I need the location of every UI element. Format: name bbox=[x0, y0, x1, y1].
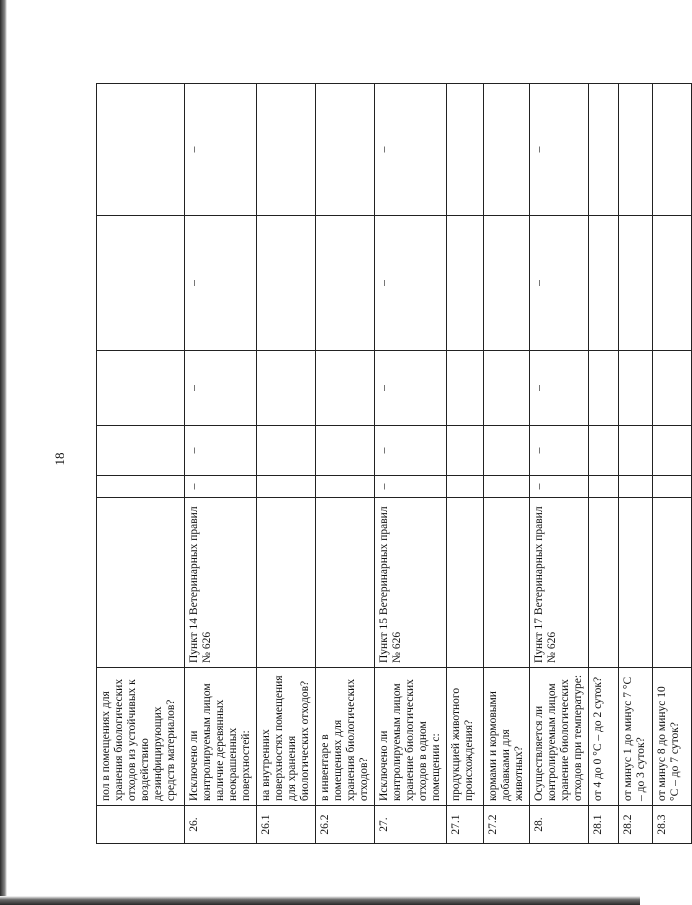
legal-basis bbox=[447, 498, 484, 668]
dash-mark: – bbox=[533, 280, 545, 286]
not-applicable-cell bbox=[619, 351, 653, 426]
answer-yes-cell bbox=[484, 476, 530, 498]
dash-mark: – bbox=[533, 447, 545, 454]
legal-basis bbox=[316, 498, 375, 668]
dash-mark: – bbox=[378, 280, 390, 286]
question-text: от 4 до 0 °С – до 2 суток? bbox=[589, 668, 619, 806]
dash-mark: – bbox=[378, 146, 390, 153]
answer-yes-cell bbox=[316, 476, 375, 498]
dash-mark: – bbox=[188, 483, 200, 490]
legal-basis bbox=[653, 498, 692, 668]
not-applicable-cell bbox=[530, 351, 589, 426]
comment-cell bbox=[653, 216, 692, 351]
comment-cell bbox=[257, 216, 316, 351]
question-text: в инвентаре в помещениях для хранения биологических отходов? bbox=[316, 668, 375, 806]
dash-mark: – bbox=[188, 280, 200, 286]
legal-basis bbox=[97, 498, 185, 668]
not-applicable-cell bbox=[257, 351, 316, 426]
item-number: 28.1 bbox=[589, 806, 619, 844]
comment-cell bbox=[316, 216, 375, 351]
legal-basis: Пункт 15 Ветеринарных правил № 626 bbox=[375, 498, 447, 668]
answer-yes-cell bbox=[185, 476, 257, 498]
note-cell bbox=[530, 84, 589, 216]
item-number: 28.3 bbox=[653, 806, 692, 844]
question-text: пол в помещениях для хранения биологических отходов из устойчивых к воздействию дезинфицирующих средств материалов? bbox=[97, 668, 185, 806]
answer-yes-cell bbox=[619, 476, 653, 498]
comment-cell bbox=[619, 216, 653, 351]
note-cell bbox=[97, 84, 185, 216]
question-text: Исключено ли контролируемым лицом наличие деревянных неокрашенных поверхностей: bbox=[185, 668, 257, 806]
note-cell bbox=[316, 84, 375, 216]
table-row bbox=[97, 84, 185, 844]
answer-no-cell bbox=[316, 426, 375, 476]
question-text: на внутренних поверхностях помещения для хранения биологических отходов? bbox=[257, 668, 316, 806]
not-applicable-cell bbox=[375, 351, 447, 426]
question-text: Осуществляется ли контролируемым лицом хранение биологических отходов при температуре: bbox=[530, 668, 589, 806]
answer-yes-cell bbox=[653, 476, 692, 498]
answer-yes-cell bbox=[257, 476, 316, 498]
answer-no-cell bbox=[619, 426, 653, 476]
legal-basis bbox=[589, 498, 619, 668]
dash-mark: – bbox=[188, 447, 200, 454]
comment-cell bbox=[375, 216, 447, 351]
answer-no-cell bbox=[530, 426, 589, 476]
dash-mark: – bbox=[533, 385, 545, 391]
note-cell bbox=[375, 84, 447, 216]
table-row bbox=[653, 84, 692, 844]
dash-mark: – bbox=[188, 385, 200, 391]
not-applicable-cell bbox=[185, 351, 257, 426]
answer-no-cell bbox=[484, 426, 530, 476]
legal-basis bbox=[257, 498, 316, 668]
scan-left-edge bbox=[0, 0, 7, 905]
item-number: 27.1 bbox=[447, 806, 484, 844]
table-row bbox=[619, 84, 653, 844]
answer-no-cell bbox=[589, 426, 619, 476]
not-applicable-cell bbox=[484, 351, 530, 426]
item-number: 28. bbox=[530, 806, 589, 844]
question-text: от минус 8 до минус 10 °С – до 7 суток? bbox=[653, 668, 692, 806]
note-cell bbox=[185, 84, 257, 216]
item-number: 26. bbox=[185, 806, 257, 844]
checklist-table bbox=[96, 83, 692, 844]
answer-no-cell bbox=[653, 426, 692, 476]
legal-basis bbox=[484, 498, 530, 668]
not-applicable-cell bbox=[589, 351, 619, 426]
comment-cell bbox=[530, 216, 589, 351]
not-applicable-cell bbox=[97, 351, 185, 426]
legal-basis: Пункт 17 Ветеринарных правил № 626 bbox=[530, 498, 589, 668]
table-row bbox=[589, 84, 619, 844]
note-cell bbox=[589, 84, 619, 216]
question-text: Исключено ли контролируемым лицом хранение биологических отходов в одном помещении с: bbox=[375, 668, 447, 806]
dash-mark: – bbox=[188, 146, 200, 153]
legal-basis: Пункт 14 Ветеринарных правил № 626 bbox=[185, 498, 257, 668]
comment-cell bbox=[447, 216, 484, 351]
table-row bbox=[185, 84, 257, 844]
question-text: продукцией животного происхождения? bbox=[447, 668, 484, 806]
question-text: кормами и кормовыми добавками для животных? bbox=[484, 668, 530, 806]
dash-mark: – bbox=[378, 447, 390, 454]
comment-cell bbox=[589, 216, 619, 351]
checklist-table-body bbox=[97, 84, 692, 844]
item-number: 27. bbox=[375, 806, 447, 844]
table-row bbox=[316, 84, 375, 844]
dash-mark: – bbox=[533, 483, 545, 490]
note-cell bbox=[447, 84, 484, 216]
note-cell bbox=[484, 84, 530, 216]
answer-no-cell bbox=[257, 426, 316, 476]
table-row bbox=[530, 84, 589, 844]
answer-yes-cell bbox=[97, 476, 185, 498]
table-row bbox=[484, 84, 530, 844]
item-number: 27.2 bbox=[484, 806, 530, 844]
checklist-table-container bbox=[96, 84, 681, 844]
answer-yes-cell bbox=[447, 476, 484, 498]
dash-mark: – bbox=[533, 146, 545, 153]
comment-cell bbox=[484, 216, 530, 351]
item-number: 28.2 bbox=[619, 806, 653, 844]
comment-cell bbox=[97, 216, 185, 351]
answer-no-cell bbox=[185, 426, 257, 476]
not-applicable-cell bbox=[653, 351, 692, 426]
note-cell bbox=[653, 84, 692, 216]
legal-basis bbox=[619, 498, 653, 668]
not-applicable-cell bbox=[316, 351, 375, 426]
note-cell bbox=[257, 84, 316, 216]
answer-no-cell bbox=[375, 426, 447, 476]
table-row bbox=[375, 84, 447, 844]
dash-mark: – bbox=[378, 385, 390, 391]
scan-bottom-edge bbox=[0, 896, 640, 905]
dash-mark: – bbox=[378, 483, 390, 490]
page-number: 18 bbox=[52, 452, 67, 466]
item-number bbox=[97, 806, 185, 844]
comment-cell bbox=[185, 216, 257, 351]
table-row bbox=[447, 84, 484, 844]
answer-yes-cell bbox=[530, 476, 589, 498]
item-number: 26.1 bbox=[257, 806, 316, 844]
answer-no-cell bbox=[97, 426, 185, 476]
answer-yes-cell bbox=[375, 476, 447, 498]
table-row bbox=[257, 84, 316, 844]
note-cell bbox=[619, 84, 653, 216]
answer-yes-cell bbox=[589, 476, 619, 498]
not-applicable-cell bbox=[447, 351, 484, 426]
question-text: от минус 1 до минус 7 °С – до 3 суток? bbox=[619, 668, 653, 806]
item-number: 26.2 bbox=[316, 806, 375, 844]
answer-no-cell bbox=[447, 426, 484, 476]
